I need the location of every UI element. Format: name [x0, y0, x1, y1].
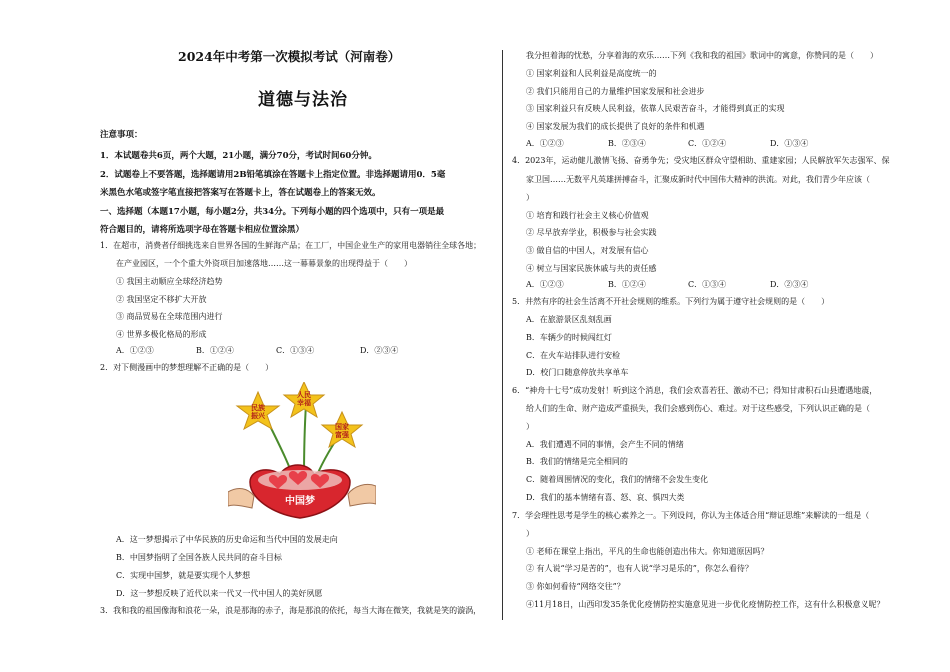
q3-item-3: ③ 国家利益只有反映人民利益，依靠人民艰苦奋斗，才能得到真正的实现 — [526, 104, 785, 113]
q3-option-b: B．②③④ — [608, 139, 646, 148]
q1-stem-1: 1．在超市，消费者仔细挑选来自世界各国的生鲜海产品；在工厂，中国企业生产的家用电器销往全球各地； — [100, 241, 482, 250]
q7-stem-end: ） — [526, 529, 534, 538]
q6-stem-2: 给人们的生命、财产造成严重损失，我们会感到伤心、难过。对于这些感受，下列认识正确的是（ — [526, 404, 870, 413]
q6-option-d: D．我们的基本情绪有喜、怒、哀、惧四大类 — [526, 493, 685, 502]
q2-option-a: A．这一梦想揭示了中华民族的历史命运和当代中国的发展走向 — [116, 535, 338, 544]
right-hand — [348, 484, 376, 506]
q7-item-2: ② 有人说“学习是苦的”，也有人说“学习是乐的”，你怎么看待？ — [526, 564, 753, 573]
q5-stem: 5．井然有序的社会生活离不开社会规则的维系。下列行为属于遵守社会规则的是（ ） — [512, 297, 830, 306]
q6-option-c: C．随着周围情况的变化，我们的情绪不会发生变化 — [526, 475, 709, 484]
q3-stem-left: 3．我和我的祖国像海和浪花一朵，浪是那海的赤子，海是那浪的依托，每当大海在微笑，我就是笑的漩涡， — [100, 606, 482, 615]
q1-option-a: A．①②③ — [116, 346, 154, 355]
q2-option-c: C．实现中国梦，就是要实现个人梦想 — [116, 571, 251, 580]
q1-options — [116, 346, 398, 356]
q4-item-2: ② 尽早放弃学业，积极参与社会实践 — [526, 228, 657, 237]
star-label-2: 人民幸福 — [297, 390, 311, 407]
q5-option-b: B．车辆少的时候闯红灯 — [526, 333, 612, 342]
section1-line1: 一、选择题（本题17小题，每小题2分，共34分。下列每小题的四个选项中，只有一项是最 — [100, 207, 445, 217]
q4-stem-3: ） — [526, 193, 534, 202]
q3-item-1: ① 国家利益和人民利益是高度统一的 — [526, 69, 657, 78]
q3-option-c: C．①②④ — [688, 139, 727, 148]
q6-stem-3: ） — [526, 422, 534, 431]
exam-title: 2024年中考第一次模拟考试（河南卷） — [178, 49, 401, 64]
star-label-1: 民族振兴 — [251, 403, 265, 420]
q6-option-a: A．我们遭遇不同的事情，会产生不同的情绪 — [526, 440, 684, 449]
q4-item-3: ③ 做自信的中国人，对发展有信心 — [526, 246, 649, 255]
q4-stem-2: 家卫国……无数平凡英雄拼搏奋斗，汇聚成新时代中国伟大精神的洪流。对此，我们青少年应该（ — [526, 175, 870, 184]
q2-option-b: B．中国梦指明了全国各族人民共同的奋斗目标 — [116, 553, 282, 562]
q3-options — [526, 139, 808, 149]
q1-item-1: ① 我国主动顺应全球经济趋势 — [116, 277, 223, 286]
chinese-dream-cartoon — [228, 382, 376, 522]
q3-option-d: D．①③④ — [770, 139, 809, 148]
q3-option-a: A．①②③ — [526, 139, 564, 148]
notes-item-2: 2．试题卷上不要答题，选择题请用2B铅笔填涂在答题卡上指定位置。非选择题请用0．5毫 — [100, 170, 446, 180]
q4-stem-1: 4．2023年，运动健儿激情飞扬、奋勇争先；受灾地区群众守望相助、重建家园；人民解放军矢志强军、保 — [512, 156, 890, 165]
q7-item-1: ① 老师在课堂上指出，平凡的生命也能创造出伟大。你知道原因吗？ — [526, 547, 769, 556]
q4-item-1: ① 培育和践行社会主义核心价值观 — [526, 211, 649, 220]
section1-line2: 符合题目的，请将所选项字母在答题卡相应位置涂黑） — [100, 225, 305, 235]
q6-stem-1: 6．“神舟十七号”成功发射！听到这个消息，我们会欢喜若狂、激动不已；得知甘肃积石山县遭遇地震， — [512, 386, 878, 395]
q5-option-d: D．校门口随意停放共享单车 — [526, 368, 629, 377]
q1-item-2: ② 我国坚定不移扩大开放 — [116, 295, 207, 304]
q5-option-a: A．在旅游景区乱刻乱画 — [526, 315, 612, 324]
q1-option-c: C．①③④ — [276, 346, 315, 355]
q4-option-b: B．①②④ — [608, 280, 646, 289]
q4-option-c: C．①③④ — [688, 280, 727, 289]
q4-option-d: D．②③④ — [770, 280, 809, 289]
q3-item-2: ② 我们只能用自己的力量维护国家发展和社会进步 — [526, 87, 705, 96]
q1-stem-2: 在产业园区，一个个重大外资项目加速落地……这一幕幕景象的出现得益于（ ） — [116, 259, 412, 268]
notes-item-1: 1．本试题卷共6页，两个大题，21小题，满分70分，考试时间60分钟。 — [100, 151, 377, 161]
notes-heading: 注意事项： — [100, 130, 143, 140]
column-divider — [502, 50, 503, 620]
q3-stem-right: 我分担着海的忧愁，分享着海的欢乐……下列《我和我的祖国》歌词中的寓意，你赞同的是（ ） — [526, 51, 878, 60]
q5-option-c: C．在火车站排队进行安检 — [526, 351, 621, 360]
q7-item-3: ③ 你如何看待“网络交往”？ — [526, 582, 625, 591]
q2-option-d: D．这一梦想反映了近代以来一代又一代中国人的美好夙愿 — [116, 589, 323, 598]
q1-item-4: ④ 世界多极化格局的形成 — [116, 330, 207, 339]
box-label: 中国梦 — [285, 496, 315, 507]
left-hand — [228, 489, 254, 508]
q6-option-b: B．我们的情绪是完全相同的 — [526, 457, 628, 466]
star-label-3: 国家富强 — [335, 422, 349, 439]
subject-title: 道德与法治 — [258, 90, 348, 110]
q1-item-3: ③ 商品贸易在全球范围内进行 — [116, 312, 223, 321]
q7-item-4: ④11月18日，山西印发35条优化疫情防控实施意见进一步优化疫情防控工作，这有什么积极意义呢？ — [526, 600, 885, 609]
q4-item-4: ④ 树立与国家民族休戚与共的责任感 — [526, 264, 657, 273]
q7-stem: 7．学会理性思考是学生的核心素养之一。下列设问，你认为主体适合用“辩证思维”来解读的一组是（ — [512, 511, 870, 520]
notes-item-3: 米黑色水笔或签字笔直接把答案写在答题卡上，答在试题卷上的答案无效。 — [100, 188, 381, 198]
q3-item-4: ④ 国家发展为我们的成长提供了良好的条件和机遇 — [526, 122, 705, 131]
q2-stem: 2．对下侧漫画中的梦想理解不正确的是（ ） — [100, 363, 274, 372]
q1-option-d: D．②③④ — [360, 346, 399, 355]
q4-option-a: A．①②③ — [526, 280, 564, 289]
q4-options — [526, 280, 808, 290]
q1-option-b: B．①②④ — [196, 346, 234, 355]
